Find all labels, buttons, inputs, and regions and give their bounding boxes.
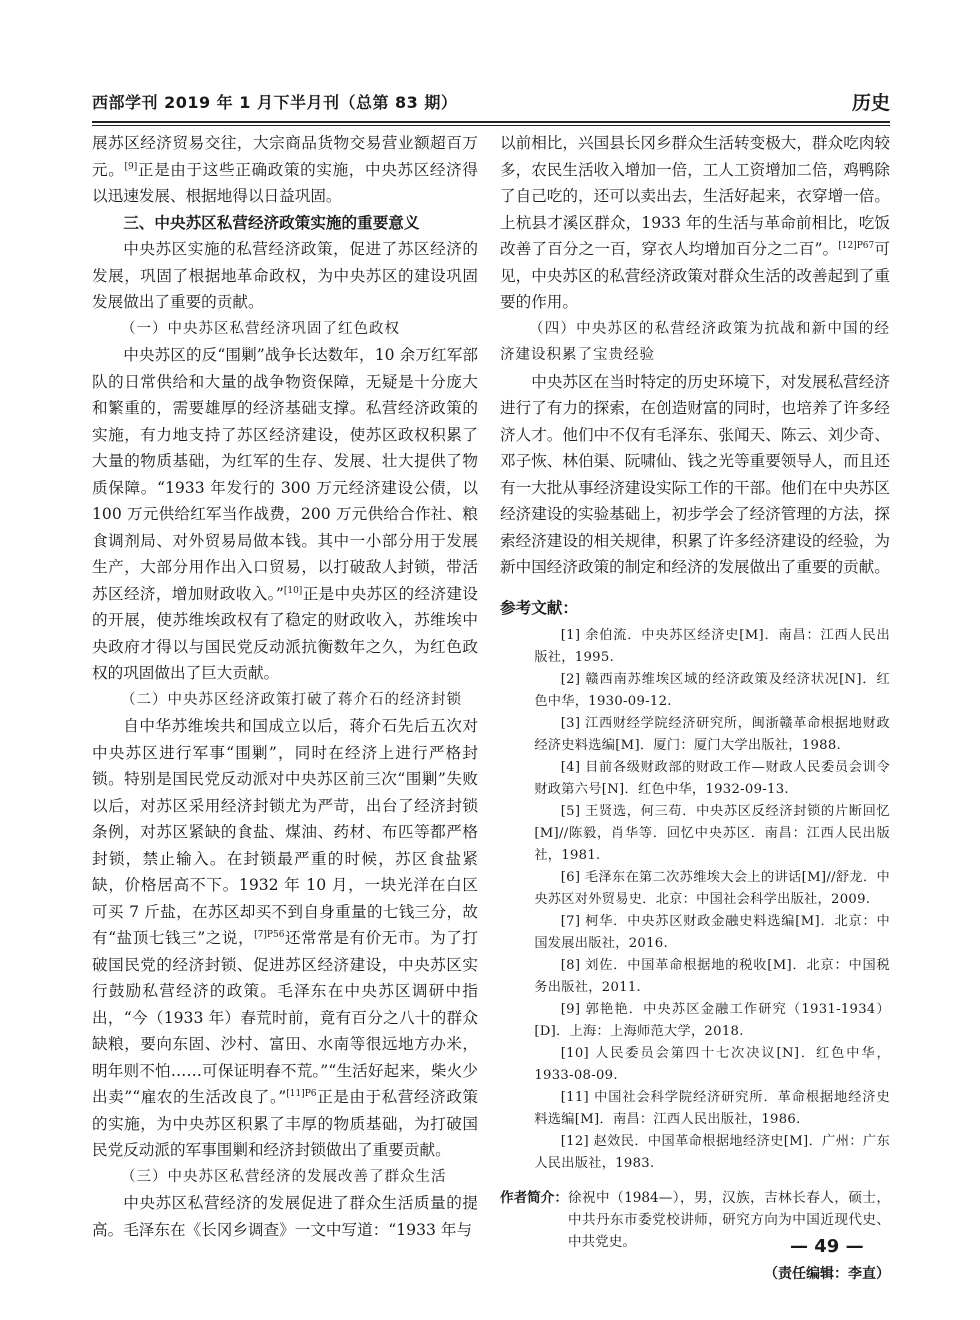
author-text: 徐祝中（1984—），男，汉族，吉林长春人，硕士，中共丹东市委党校讲师，研究方向为中国近现代史、中共党史。	[567, 1190, 890, 1250]
paragraph: 自中华苏维埃共和国成立以后，蒋介石先后五次对中央苏区进行军事“围剿”，同时在经济上进行严格封锁。特别是国民党反动派对中央苏区前三次“围剿”失败以后，对苏区采用经济封锁尤为严苛，出台了经济封锁条例，对苏区紧缺的食盐、煤油、药材、布匹等都严格封锁，禁止输入。在封锁最严重的时候，苏区食盐紧缺，价格居高不下。1932 年 10 月，一块光洋在白区可买 7 斤盐，在苏区却买不到自身重量的七钱三分，故有“盐顶七钱三”之说，$^{[7]P56}$还常常是有价无市。为了打破国民党的经济封锁、促进苏区经济建设，中央苏区实行鼓励私营经济的政策。毛泽东在中央苏区调研中指出，“今（1933 年）春荒时前，竟有百分之八十的群众缺粮，要向东固、沙村、富田、水南等很远地方办米，明年则不怕……可保证明春不荒。”“生活好起来，柴火少出卖”“雇农的生活改良了。”$^{[11]P6}$正是由于私营经济政策的实施，为中央苏区积累了丰厚的物质基础，为打破国民党反动派的军事围剿和经济封锁做出了重要贡献。	[92, 717, 478, 1159]
subsection-heading: （三）中央苏区私营经济的发展改善了群众生活	[121, 1168, 447, 1185]
page-header	[92, 86, 890, 120]
page-number: — 49 —	[790, 1236, 864, 1257]
subsection-heading: （二）中央苏区经济政策打破了蒋介石的经济封锁	[121, 691, 462, 708]
reference-item: [3] 江西财经学院经济研究所，闽浙赣革命根据地财政经济史料选编[M]．厦门：厦门大学出版社，1988.	[534, 716, 890, 753]
reference-item: [2] 赣西南苏维埃区域的经济政策及经济状况[N]．红色中华，1930-09-12.	[534, 672, 890, 709]
reference-item: [8] 刘佐．中国革命根据地的税收[M]．北京：中国税务出版社，2011.	[534, 958, 890, 995]
section-heading: 三、中央苏区私营经济政策实施的重要意义	[123, 213, 420, 232]
journal-name: 西部学刊 2019 年 1 月下半月刊（总第 83 期）	[92, 93, 458, 112]
reference-item: [11] 中国社会科学院经济研究所．革命根据地经济史料选编[M]．南昌：江西人民出版社，1986.	[534, 1090, 890, 1127]
left-column	[92, 130, 478, 1243]
references-title: 参考文献：	[500, 598, 578, 617]
paragraph: 中央苏区在当时特定的历史环境下，对发展私营经济进行了有力的探索，在创造财富的同时，也培养了许多经济人才。他们中不仅有毛泽东、张闻天、陈云、刘少奇、邓子恢、林伯渠、阮啸仙、钱之光等重要领导人，而且还有一大批从事经济建设实际工作的干部。他们在中央苏区经济建设的实验基础上，初步学会了经济管理的方法，探索经济建设的相关规律，积累了许多经济建设的经验，为新中国经济政策的制定和经济的发展做出了重要的贡献。	[500, 372, 890, 576]
header-rule-thin	[92, 125, 890, 126]
reference-item: [1] 余伯流．中央苏区经济史[M]．南昌：江西人民出版社，1995.	[534, 628, 890, 665]
right-column	[500, 130, 890, 1288]
reference-item: [6] 毛泽东在第二次苏维埃大会上的讲话[M]//舒龙．中央苏区对外贸易史．北京：中国社会科学出版社，2009.	[534, 870, 890, 907]
citation: [7]P56	[254, 929, 285, 940]
paragraph: 以前相比，兴国县长冈乡群众生活转变极大，群众吃肉较多，农民生活收入增加一倍，工人工资增加二倍，鸡鸭除了自己吃的，还可以卖出去，生活好起来，衣穿增一倍。上杭县才溪区群众，1933 年的生活与革命前相比，吃饭改善了百分之一百，穿衣人均增加百分之二百”。$^{[12]P67}$可见，中央苏区的私营经济政策对群众生活的改善起到了重要的作用。	[500, 134, 890, 311]
paragraph: 中央苏区私营经济的发展促进了群众生活质量的提高。毛泽东在《长冈乡调查》一文中写道：“1933 年与	[92, 1194, 478, 1239]
references-list	[500, 625, 890, 1175]
author-label: 作者简介：	[500, 1190, 568, 1206]
reference-item: [12] 赵效民．中国革命根据地经济史[M]．广州：广东人民出版社，1983.	[534, 1134, 890, 1171]
reference-item: [4] 目前各级财政部的财政工作—财政人民委员会训令财政第六号[N]．红色中华，1932-09-13.	[534, 760, 890, 797]
header-rule	[92, 121, 890, 123]
responsible-editor: （责任编辑：李直）	[764, 1266, 890, 1282]
paragraph: 中央苏区实施的私营经济政策，促进了苏区经济的发展，巩固了根据地革命政权，为中央苏区的建设巩固发展做出了重要的贡献。	[92, 240, 478, 311]
subsection-heading: （一）中央苏区私营经济巩固了红色政权	[121, 320, 400, 337]
citation: [12]P67	[838, 240, 875, 251]
paragraph: 中央苏区的反“围剿”战争长达数年，10 余万红军部队的日常供给和大量的战争物资保障，无疑是十分庞大和繁重的，需要雄厚的经济基础支撑。私营经济政策的实施，有力地支持了苏区经济建设，使苏区政权积累了大量的物质基础，为红军的生存、发展、壮大提供了物质保障。“1933 年发行的 300 万元经济建设公债，以 100 万元供给红军当作战费，200 万元供给合作社、粮食调剂局、对外贸易局做本钱。其中一小部分用于发展生产，大部分用作出入口贸易，以打破敌人封锁，带活苏区经济，增加财政收入。”[10]正是中央苏区的经济建设的开展，使苏维埃政权有了稳定的财政收入，苏维埃中央政府才得以与国民党反动派抗衡数年之久，为红色政权的巩固做出了巨大贡献。	[92, 346, 478, 682]
citation: [11]P6	[286, 1088, 317, 1099]
citation: [9]	[124, 161, 138, 172]
paragraph: 展苏区经济贸易交往，大宗商品货物交易营业额超百万元。[9]正是由于这些正确政策的实施，中央苏区经济得以迅速发展、根据地得以日益巩固。	[92, 134, 478, 205]
subsection-heading: （四）中央苏区的私营经济政策为抗战和新中国的经济建设积累了宝贵经验	[500, 320, 890, 363]
citation: [10]	[283, 585, 303, 596]
reference-item: [5] 王贤选，何三苟．中央苏区反经济封锁的片断回忆[M]//陈毅，肖华等．回忆中央苏区．南昌：江西人民出版社，1981.	[534, 804, 890, 863]
reference-item: [9] 郭艳艳．中央苏区金融工作研究（1931-1934）[D]．上海：上海师范大学，2018.	[534, 1002, 890, 1039]
reference-item: [7] 柯华．中央苏区财政金融史料选编[M]．北京：中国发展出版社，2016.	[534, 914, 890, 951]
section-name: 历史	[851, 92, 890, 114]
reference-item: [10] 人民委员会第四十七次决议[N]．红色中华，1933-08-09.	[534, 1046, 890, 1083]
